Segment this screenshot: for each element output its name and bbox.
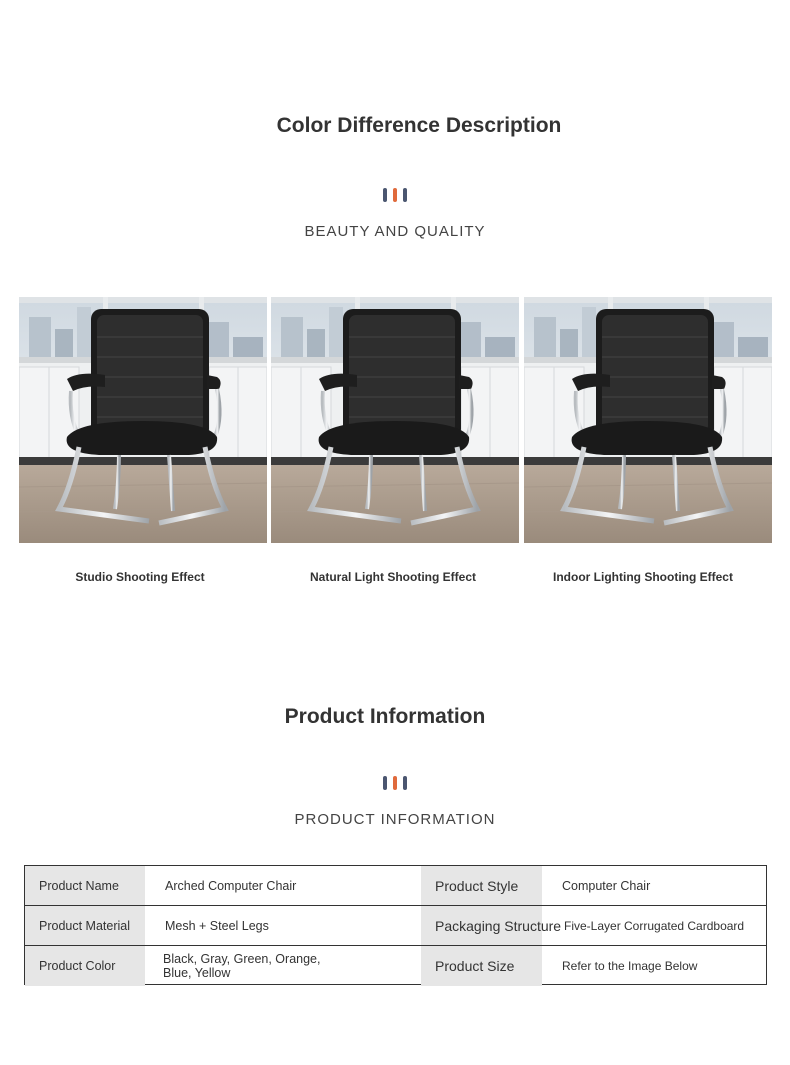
- divider-bar: [403, 776, 407, 790]
- divider-bar: [393, 776, 397, 790]
- divider-bar: [383, 188, 387, 202]
- table-row: [25, 946, 766, 986]
- info-section-subtitle: PRODUCT INFORMATION: [294, 811, 496, 828]
- table-label: Product Material: [25, 906, 145, 945]
- table-label: Product Size: [421, 946, 542, 986]
- table-label: Product Color: [25, 946, 145, 986]
- table-value: Black, Gray, Green, Orange, Blue, Yellow: [163, 952, 321, 980]
- divider-bar: [393, 188, 397, 202]
- chair-photo-studio: [19, 297, 267, 543]
- info-section-divider: [0, 776, 790, 790]
- table-value: Mesh + Steel Legs: [165, 918, 269, 933]
- divider-bar: [403, 188, 407, 202]
- table-row: [25, 906, 766, 946]
- table-value: Refer to the Image Below: [562, 959, 698, 973]
- table-value: Five-Layer Corrugated Cardboard: [564, 918, 745, 933]
- divider-bar: [383, 776, 387, 790]
- photo-caption-studio: Studio Shooting Effect: [75, 570, 205, 584]
- photo-caption-natural-light: Natural Light Shooting Effect: [310, 570, 476, 584]
- color-section-title: Color Difference Description: [276, 114, 562, 137]
- table-value: Arched Computer Chair: [165, 878, 297, 893]
- table-value: Computer Chair: [562, 878, 651, 893]
- table-row: [25, 866, 766, 906]
- color-section-subtitle: BEAUTY AND QUALITY: [304, 223, 486, 240]
- chair-photo-indoor-lighting: [524, 297, 772, 543]
- info-section-title: Product Information: [284, 705, 486, 728]
- chair-photo-natural-light: [271, 297, 519, 543]
- table-label: Packaging Structure: [421, 906, 542, 945]
- table-label: Product Style: [421, 866, 542, 905]
- photo-caption-indoor-lighting: Indoor Lighting Shooting Effect: [553, 570, 733, 584]
- color-section-divider: [0, 188, 790, 202]
- product-info-table: [24, 865, 767, 985]
- table-label: Product Name: [25, 866, 145, 905]
